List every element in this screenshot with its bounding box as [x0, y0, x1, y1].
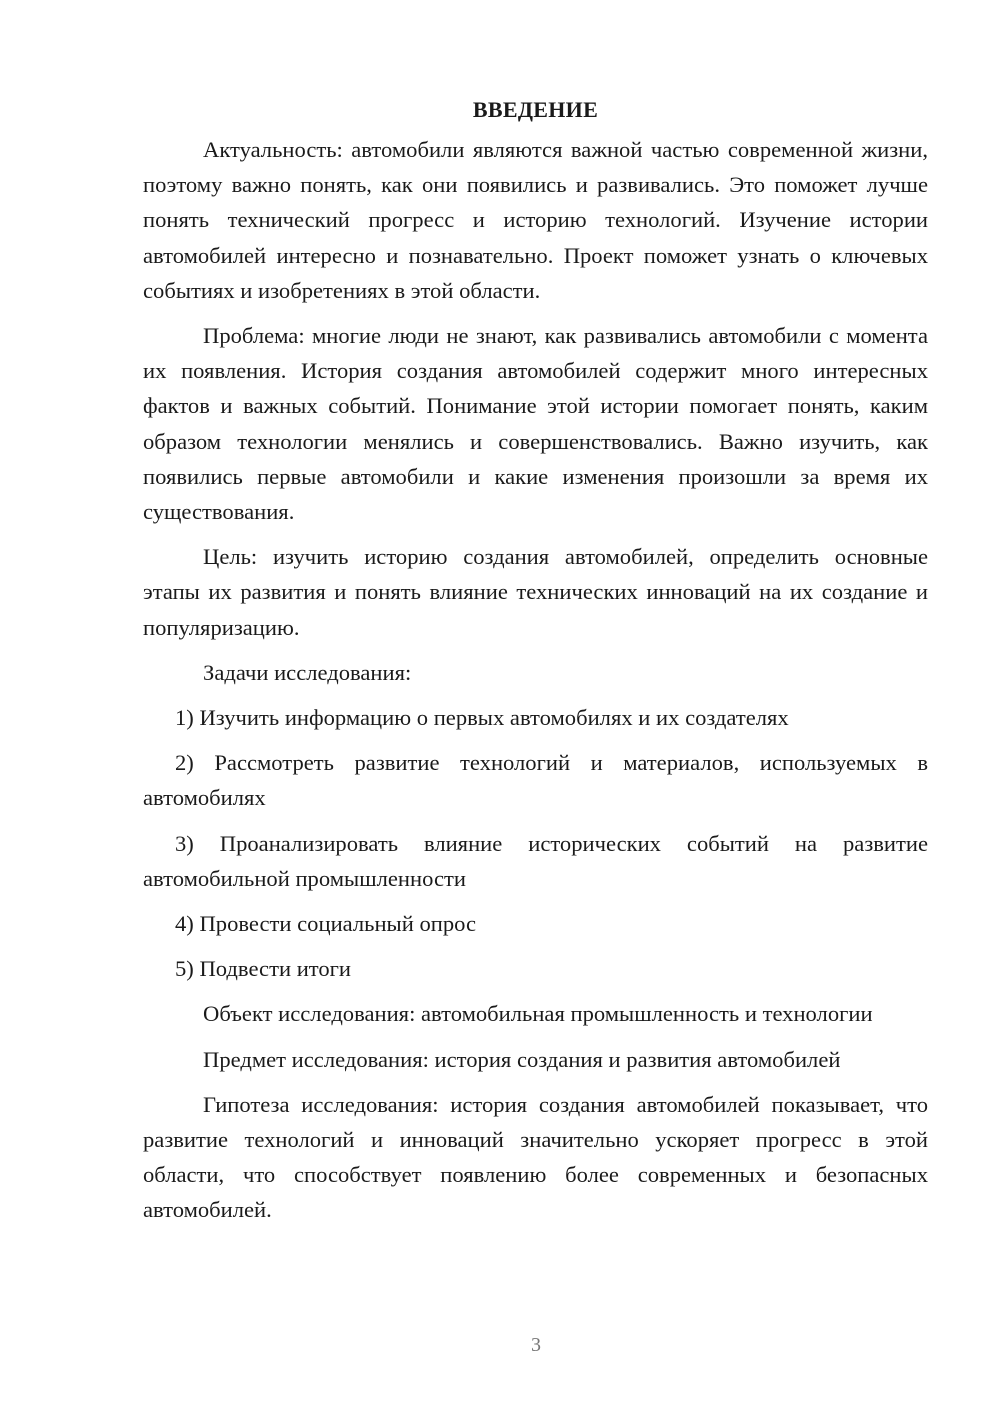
- page-content: [143, 92, 928, 1238]
- paragraph-problem: Проблема: многие люди не знают, как развивались автомобили с момента их появления. История создания автомобилей содержит много интересных фактов и важных событий. Понимание этой истории помогает понять, каким образом технологии менялись и совершенствовались. Важно изучить, как появились первые автомобили и какие изменения произошли за время их существования.: [143, 323, 928, 525]
- task-item: 5) Подвести итоги: [175, 956, 352, 982]
- task-item: 4) Провести социальный опрос: [175, 911, 477, 937]
- paragraph-subject: Предмет исследования: история создания и развития автомобилей: [203, 1046, 841, 1072]
- page-heading: ВВЕДЕНИЕ: [472, 97, 599, 122]
- tasks-title: Задачи исследования:: [203, 659, 412, 685]
- task-item: 2) Рассмотреть развитие технологий и материалов, используемых в автомобилях: [143, 750, 928, 811]
- paragraph-object: Объект исследования: автомобильная промышленность и технологии: [203, 1001, 873, 1027]
- task-item: 1) Изучить информацию о первых автомобилях и их создателях: [175, 705, 789, 731]
- paragraph-hypothesis: Гипотеза исследования: история создания автомобилей показывает, что развитие технологий и инноваций значительно ускоряет прогресс в этой области, что способствует появлению более современных и безопасных автомобилей.: [143, 1091, 928, 1223]
- page-number: 3: [531, 1334, 541, 1356]
- task-item: 3) Проанализировать влияние исторических событий на развитие автомобильной промышленности: [143, 830, 928, 891]
- paragraph-goal: Цель: изучить историю создания автомобилей, определить основные этапы их развития и понять влияние технических инноваций на их создание и популяризацию.: [143, 544, 928, 640]
- paragraph-relevance: Актуальность: автомобили являются важной частью современной жизни, поэтому важно понять, как они появились и развивались. Это поможет лучше понять технический прогресс и историю технологий. Изучение истории автомобилей интересно и познавательно. Проект поможет узнать о ключевых событиях и изобретениях в этой области.: [143, 137, 928, 303]
